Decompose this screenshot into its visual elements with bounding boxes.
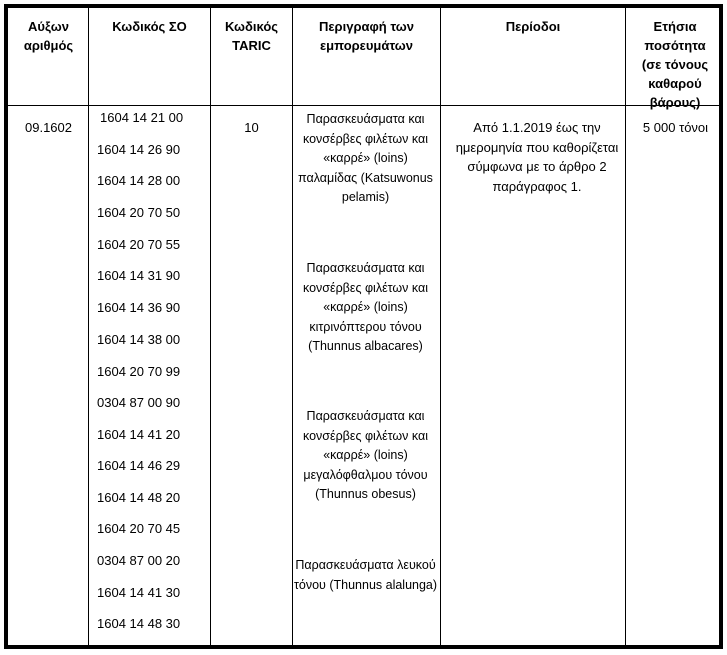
- header-description: Περιγραφή των εμπορευμάτων: [319, 19, 414, 53]
- header-quantity: Ετήσια ποσότητα (σε τόνους καθαρού βάρους): [641, 19, 709, 110]
- description-item: Παρασκευάσματα και κονσέρβες φιλέτων και «καρρέ» (loins) παλαμίδας (Katsuwonus pelamis): [298, 112, 433, 204]
- column-divider: [210, 8, 211, 645]
- header-divider: [8, 105, 719, 106]
- header-cn-code: Κωδικός ΣΟ: [112, 19, 187, 34]
- cn-code-item: 1604 14 46 29: [97, 458, 181, 473]
- cn-code-item: 1604 14 41 20: [97, 427, 181, 442]
- cn-code-item: 1604 14 21 00: [100, 110, 184, 125]
- period-cell: Από 1.1.2019 έως την ημερομηνία που καθορίζεται σύμφωνα με το άρθρο 2 παράγραφος 1.: [455, 120, 619, 194]
- column-divider: [440, 8, 441, 645]
- column-divider: [88, 8, 89, 645]
- description-item: Παρασκευάσματα και κονσέρβες φιλέτων και «καρρέ» (loins) κιτρινόπτερου τόνου (Thunnus albacares): [302, 261, 428, 353]
- description-item: Παρασκευάσματα λευκού τόνου (Thunnus alalunga): [293, 558, 438, 592]
- cn-code-item: 1604 20 70 45: [97, 521, 181, 536]
- header-order-number: Αύξων αριθμός: [23, 19, 74, 53]
- cn-code-item: 1604 14 36 90: [97, 300, 181, 315]
- cn-code-item: 1604 14 48 20: [97, 490, 181, 505]
- description-item: Παρασκευάσματα και κονσέρβες φιλέτων και «καρρέ» (loins) μεγαλόφθαλμου τόνου (Thunnus obesus): [302, 409, 428, 501]
- cn-code-item: 1604 14 26 90: [97, 142, 181, 157]
- cn-code-item: 1604 20 70 55: [97, 237, 181, 252]
- cn-code-item: 0304 87 00 90: [97, 395, 181, 410]
- cn-code-item: 1604 14 41 30: [97, 585, 181, 600]
- cn-code-item: 1604 14 28 00: [97, 173, 181, 188]
- header-taric-code: Κωδικός TARIC: [224, 19, 279, 53]
- cn-code-item: 1604 14 38 00: [97, 332, 181, 347]
- cn-code-item: 0304 87 00 20: [97, 553, 181, 568]
- order-number-cell: 09.1602: [25, 120, 72, 135]
- header-period: Περίοδοι: [505, 19, 561, 34]
- quantity-cell: 5 000 τόνοι: [642, 120, 709, 135]
- cn-code-item: 1604 14 31 90: [97, 268, 181, 283]
- column-divider: [625, 8, 626, 645]
- cn-code-item: 1604 14 48 30: [97, 616, 181, 631]
- cn-code-item: 1604 20 70 99: [97, 364, 181, 379]
- cn-code-item: 1604 20 70 50: [97, 205, 181, 220]
- taric-code-cell: 10: [244, 120, 259, 135]
